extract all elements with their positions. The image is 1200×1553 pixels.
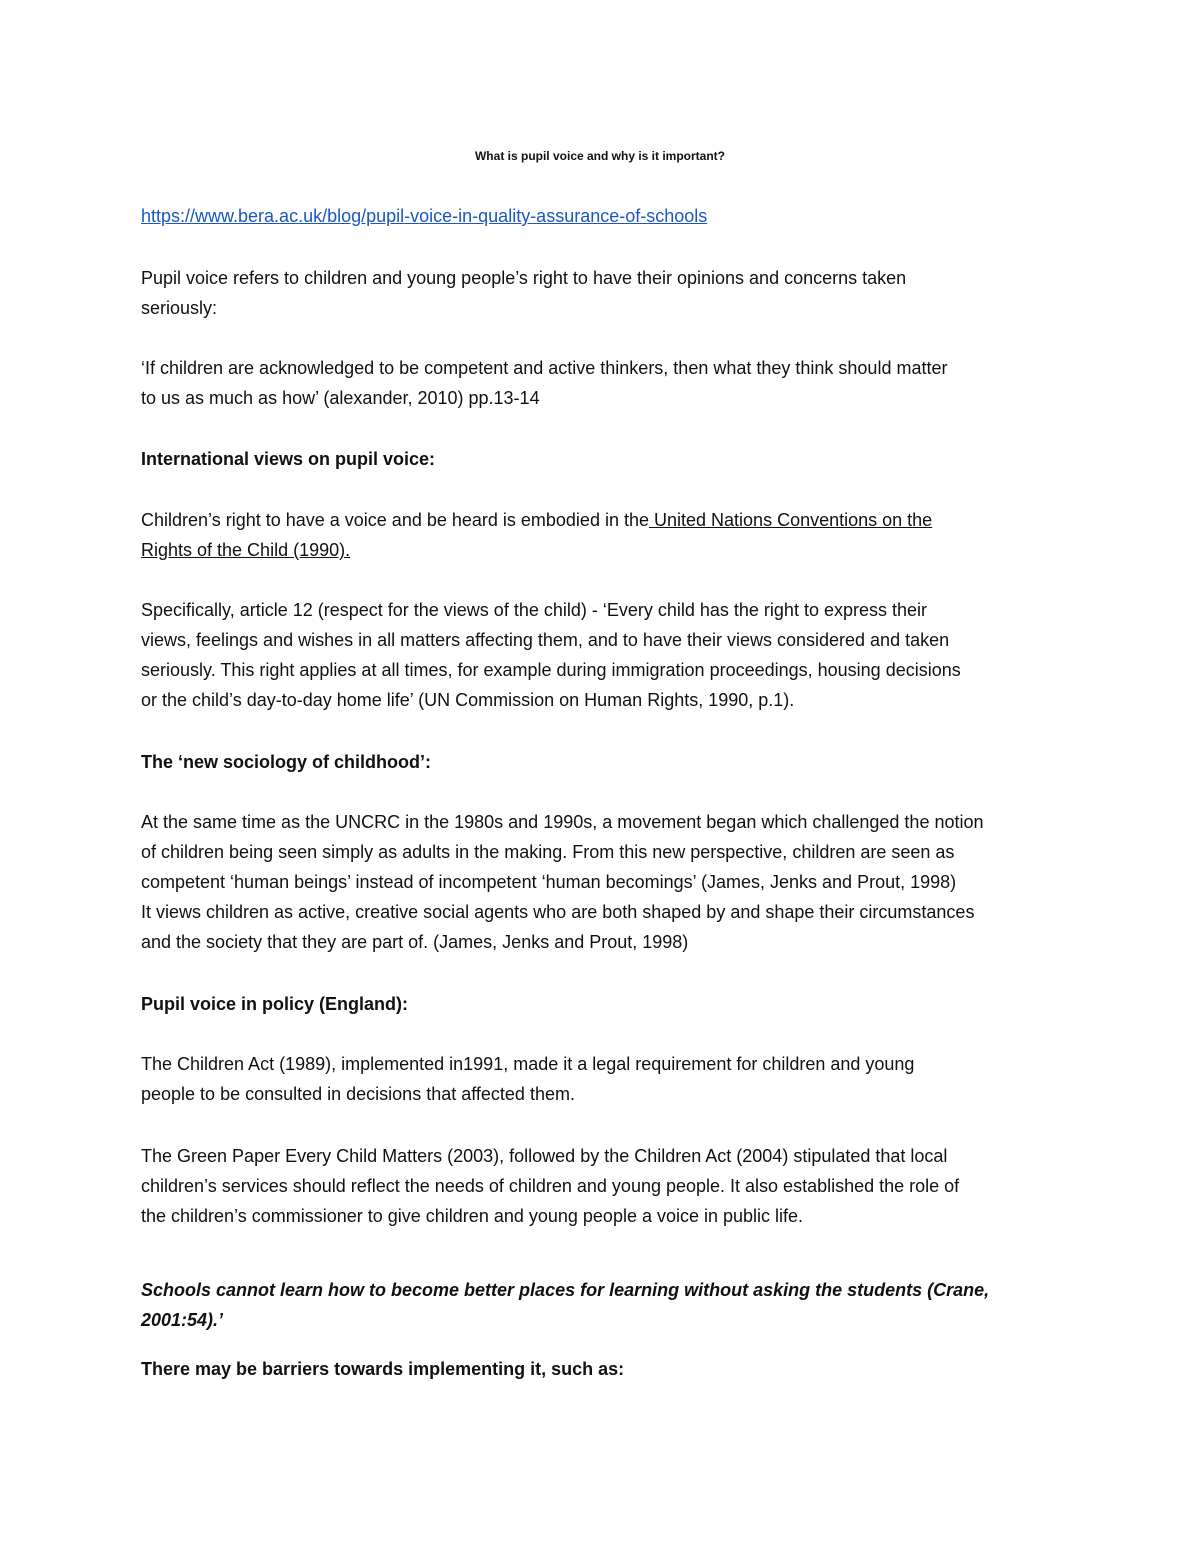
sociology-line-4: It views children as active, creative social agents who are both shaped by and shape their circumstances [141,902,975,922]
intro-line-2: seriously: [141,298,218,318]
sociology-line-1: At the same time as the UNCRC in the 1980s and 1990s, a movement began which challenged the notion [141,812,984,832]
intro-line-1: Pupil voice refers to children and young people’s right to have their opinions and concerns taken [141,268,907,288]
document-title: What is pupil voice and why is it important? [474,149,726,163]
source-link[interactable] [141,201,1061,231]
quote2-line-1: Schools cannot learn how to become better places for learning without asking the students (Crane, [141,1280,990,1300]
policy2-line-3: the children’s commissioner to give children and young people a voice in public life. [141,1206,804,1226]
uncrc-prefix: Children’s right to have a voice and be heard is embodied in the [141,510,649,530]
policy1-line-1: The Children Act (1989), implemented in1991, made it a legal requirement for children and young [141,1054,915,1074]
sociology-line-2: of children being seen simply as adults in the making. From this new perspective, children are seen as [141,842,955,862]
uncrc-line-2 [141,535,1061,565]
uncrc-link-part-1[interactable]: United Nations Conventions on the [649,510,933,530]
uncrc-line-1 [141,505,1061,535]
heading-international: International views on pupil voice: [141,449,436,469]
policy2-line-1: The Green Paper Every Child Matters (2003), followed by the Children Act (2004) stipulated that local [141,1146,948,1166]
sociology-line-5: and the society that they are part of. (James, Jenks and Prout, 1998) [141,932,689,952]
article12-line-1: Specifically, article 12 (respect for the views of the child) - ‘Every child has the right to express their [141,600,927,620]
article12-line-4: or the child’s day-to-day home life’ (UN Commission on Human Rights, 1990, p.1). [141,690,795,710]
article12-line-2: views, feelings and wishes in all matters affecting them, and to have their views considered and taken [141,630,950,650]
heading-policy: Pupil voice in policy (England): [141,994,409,1014]
source-link-text[interactable]: https://www.bera.ac.uk/blog/pupil-voice-in-quality-assurance-of-schools [141,206,708,226]
article12-line-3: seriously. This right applies at all times, for example during immigration proceedings, housing decisions [141,660,961,680]
quote1-line-2: to us as much as how’ (alexander, 2010) pp.13-14 [141,388,540,408]
heading-sociology: The ‘new sociology of childhood’: [141,752,431,772]
policy1-line-2: people to be consulted in decisions that affected them. [141,1084,575,1104]
uncrc-link-part-2[interactable]: Rights of the Child (1990). [141,540,351,560]
policy2-line-2: children’s services should reflect the needs of children and young people. It also established the role of [141,1176,960,1196]
sociology-line-3: competent ‘human beings’ instead of incompetent ‘human becomings’ (James, Jenks and Prout, 1998) [141,872,957,892]
quote1-line-1: ‘If children are acknowledged to be competent and active thinkers, then what they think should matter [141,358,948,378]
quote2-line-2: 2001:54).’ [141,1310,224,1330]
heading-barriers: There may be barriers towards implementing it, such as: [141,1359,625,1379]
